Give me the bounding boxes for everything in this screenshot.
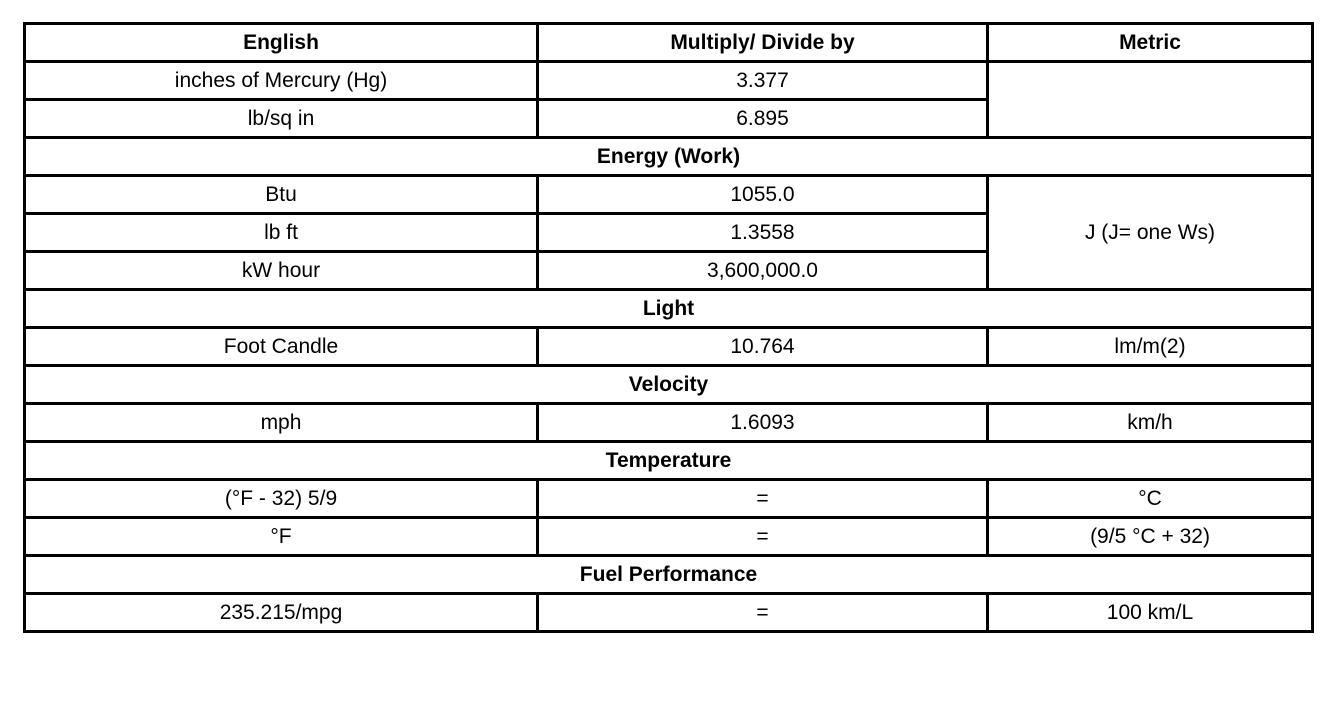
metric-cell: (9/5 °C + 32) [988, 518, 1313, 556]
english-cell: Foot Candle [25, 328, 538, 366]
table-row [25, 328, 1313, 366]
table-row [25, 404, 1313, 442]
metric-cell: lm/m(2) [988, 328, 1313, 366]
section-row [25, 556, 1313, 594]
english-cell: Btu [25, 176, 538, 214]
table-row [25, 62, 1313, 100]
metric-cell: km/h [988, 404, 1313, 442]
english-cell: °F [25, 518, 538, 556]
english-cell: (°F - 32) 5/9 [25, 480, 538, 518]
factor-cell: 1.3558 [538, 214, 988, 252]
table-row [25, 594, 1313, 632]
factor-cell: = [538, 518, 988, 556]
metric-cell-energy: J (J= one Ws) [988, 176, 1313, 290]
english-cell: lb/sq in [25, 100, 538, 138]
english-cell: lb ft [25, 214, 538, 252]
factor-cell: 3,600,000.0 [538, 252, 988, 290]
factor-cell: = [538, 480, 988, 518]
factor-cell: 6.895 [538, 100, 988, 138]
section-row [25, 366, 1313, 404]
section-title-energy: Energy (Work) [25, 138, 1313, 176]
factor-cell: 3.377 [538, 62, 988, 100]
section-title-velocity: Velocity [25, 366, 1313, 404]
factor-cell: 10.764 [538, 328, 988, 366]
section-row [25, 138, 1313, 176]
table-row [25, 480, 1313, 518]
metric-cell: 100 km/L [988, 594, 1313, 632]
table-row [25, 176, 1313, 214]
section-row [25, 442, 1313, 480]
section-title-temperature: Temperature [25, 442, 1313, 480]
section-row [25, 290, 1313, 328]
header-metric: Metric [988, 24, 1313, 62]
header-english: English [25, 24, 538, 62]
factor-cell: 1055.0 [538, 176, 988, 214]
english-cell: inches of Mercury (Hg) [25, 62, 538, 100]
section-title-fuel: Fuel Performance [25, 556, 1313, 594]
english-cell: 235.215/mpg [25, 594, 538, 632]
section-title-light: Light [25, 290, 1313, 328]
factor-cell: 1.6093 [538, 404, 988, 442]
metric-cell-pressure [988, 62, 1313, 138]
table-row [25, 518, 1313, 556]
conversion-table-container [23, 22, 1311, 633]
english-cell: kW hour [25, 252, 538, 290]
conversion-table [23, 22, 1314, 633]
header-row [25, 24, 1313, 62]
header-factor: Multiply/ Divide by [538, 24, 988, 62]
metric-cell: °C [988, 480, 1313, 518]
factor-cell: = [538, 594, 988, 632]
english-cell: mph [25, 404, 538, 442]
